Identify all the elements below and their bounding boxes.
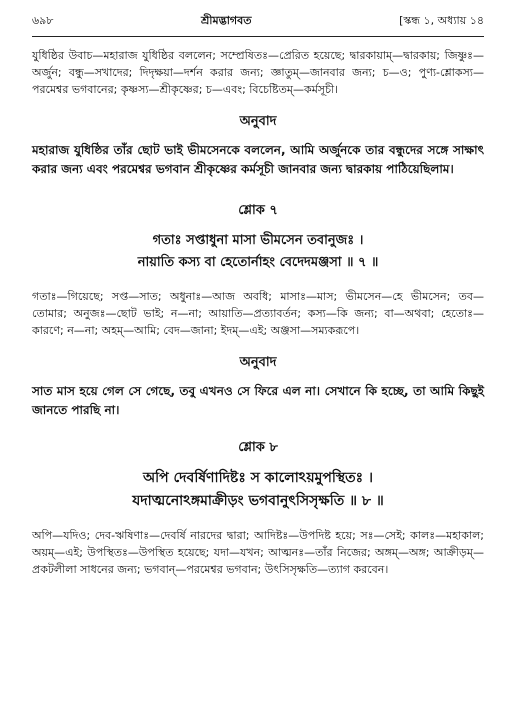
- word-for-word-gloss-1: যুধিষ্ঠির উবাচ—মহারাজ যুধিষ্ঠির বললেন; সম্প্রেষিতঃ—প্রেরিত হয়েছে; দ্বারকায়াম্—দ্বারকায়; জিষ্ণুঃ—অর্জুন; বন্ধু—সখাদের; দিদৃক্ষয়া—দর্শন করার জন্য; জ্ঞাতুম্—জানবার জন্য; চ—ও; পুণ্য-শ্লোকস্য—পরমেশ্বর ভগবানের; কৃষ্ণস্য—শ্রীকৃষ্ণের; চ—এবং; বিচেষ্টিতম্—কর্মসূচী।: [32, 49, 484, 96]
- chapter-reference: [স্কন্ধ ১, অধ্যায় ১৪: [399, 14, 484, 27]
- sloka-7-heading: শ্লোক ৭: [238, 203, 278, 218]
- page-header: [32, 12, 484, 37]
- sloka-8-heading: শ্লোক ৮: [238, 440, 278, 455]
- sloka-7-line-2: নায়াতি কস্য বা হেতোর্নাহং বেদেদমঞ্জসা ॥ ৭ ॥: [137, 255, 379, 270]
- sloka-8-line-1: অপি দেবর্ষিণাদিষ্টঃ স কালোঽয়মুপস্থিতঃ ।: [142, 470, 374, 486]
- translation-heading-2: অনুবাদ: [239, 355, 277, 370]
- word-for-word-gloss-2: গতাঃ—গিয়েছে; সপ্ত—সাত; অধুনাঃ—আজ অবধি; মাসাঃ—মাস; ভীমসেন—হে ভীমসেন; তব—তোমার; অনুজঃ—ছোট ভাই; ন—না; আয়াতি—প্রত্যাবর্তন; কস্য—কি জন্য; বা—অথবা; হেতোঃ—কারণে; ন—না; অহম্—আমি; বেদ—জানা; ইদম্—এই; অঞ্জসা—সম্যকরূপে।: [32, 290, 484, 337]
- word-for-word-gloss-3: অপি—যদিও; দেব-ঋষিণাঃ—দেবর্ষি নারদের দ্বারা; আদিষ্টঃ—উপদিষ্ট হয়ে; সঃ—সেই; কালঃ—মহাকাল; অয়ম্—এই; উপস্থিতঃ—উপস্থিত হয়েছে; যদা—যখন; আত্মনঃ—তাঁর নিজের; অঙ্গম্—অঙ্গ; আক্রীড়ম্—প্রকটলীলা সাধনের জন্য; ভগবান্—পরমেশ্বর ভগবান; উৎসিসৃক্ষতি—ত্যাগ করবেন।: [32, 529, 484, 576]
- book-page: [32, 12, 484, 578]
- translation-paragraph-2: সাত মাস হয়ে গেল সে গেছে, তবু এখনও সে ফিরে এল না। সেখানে কি হচ্ছে, তা আমি কিছুই জানতে পারছি না।: [32, 384, 484, 417]
- sloka-7-line-1: গতাঃ সপ্তাধুনা মাসা ভীমসেন তবানুজঃ ।: [152, 233, 364, 248]
- sloka-8-line-2: যদাত্মনোঽঙ্গমাক্রীড়ং ভগবানুৎসিসৃক্ষতি ॥ ৮ ॥: [132, 493, 384, 509]
- translation-heading-1: অনুবাদ: [239, 114, 277, 129]
- translation-paragraph-1: মহারাজ যুধিষ্ঠির তাঁর ছোট ভাই ভীমসেনকে বললেন, আমি অর্জুনকে তার বন্ধুদের সঙ্গে সাক্ষাৎ করার জন্য এবং পরমেশ্বর ভগবান শ্রীকৃষ্ণের কর্মসূচী জানবার জন্য দ্বারকায় পাঠিয়েছিলাম।: [32, 143, 484, 176]
- page-number: ৬৯৮: [32, 14, 54, 27]
- book-title: শ্রীমদ্ভাগবত: [201, 14, 252, 27]
